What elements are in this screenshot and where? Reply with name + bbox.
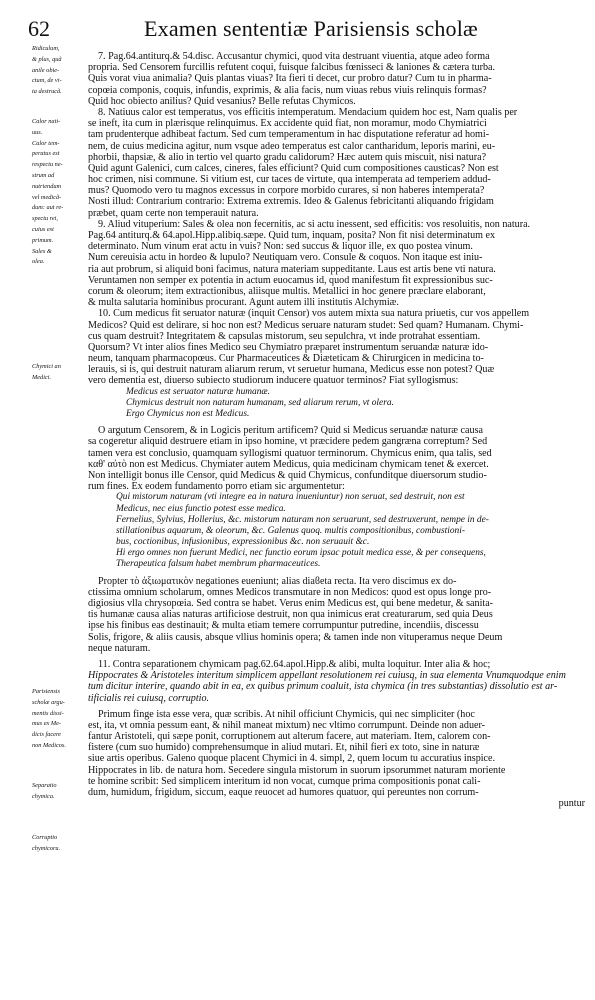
text-line: ria aut probrum, si aliquid boni facimus, natura materiam suppeditante. Laus est artis bene vti natura. bbox=[88, 263, 496, 275]
text-line: vero dementia est, diuerso subiecto studiorum inducere quatuor terminos? Fiat syllogismus: bbox=[88, 375, 459, 387]
text-line: fistere (cum suo humido) comprehensumque in aliud mutari. Et, nihil fieri ex toto, sine in naturæ bbox=[88, 742, 480, 754]
argument-line: Qui mistorum naturam (vti integre ea in natura inueniuntur) non seruat, sed destruit, non est bbox=[116, 492, 465, 503]
argument-line: Therapeutica falsum habet membrum pharmaceutices. bbox=[116, 559, 321, 570]
running-title: Examen sententiæ Parisiensis scholæ bbox=[144, 16, 478, 41]
page-number: 62 bbox=[28, 16, 50, 41]
text-line: mus? Quomodo vero tu magnos excessus in corpore morbido curares, si non haberes intemperata? bbox=[88, 185, 485, 197]
text-line: sa cogeretur aliquid destruere etiam in ipso homine, vt præcidere pedem gangræna correptum? Sed bbox=[88, 436, 488, 448]
text-line: tis humanæ causa alias naturas artificiose destruit, non qua inimicus erat creaturarum, sed quia Deus bbox=[88, 609, 493, 621]
text-line: 11. Contra separationem chymicam pag.62.64.apol.Hipp.& alibi, multa loquitur. Inter alia & hoc; bbox=[98, 658, 491, 670]
text-line: Quid hoc obiecto anilius? Quid vesanius? Belle refutas Chymicos. bbox=[88, 95, 356, 107]
text-line: est, ita, vt omnia pessum eant, & nihil maneat mixtum) nec vltimo corrumpunt. Deinde non aduer- bbox=[88, 719, 486, 731]
text-line: 10. Cum medicus fit seruator naturæ (inquit Censor) vos autem mixta sua natura priuetis, cur vos appellem bbox=[98, 308, 530, 320]
body-text bbox=[88, 51, 585, 991]
text-line: O argutum Censorem, & in Logicis peritum artificem? Quid si Medicus seruandæ naturæ causa bbox=[98, 425, 483, 437]
text-line: neum, tanquam pharmacopœus. Cur Pharmaceutices & Diæteticam & Chirurgicen in medicina to- bbox=[88, 353, 484, 365]
text-line: phorbii, thapsiæ, & alio in tertio vel quarto gradu calidorum? Hæc autem quis miscuit, nisi natura? bbox=[88, 151, 487, 163]
text-line: Primum finge ista esse vera, quæ scribis. At nihil officiunt Chymicis, qui nec simpliciter (hoc bbox=[98, 708, 475, 720]
argument-line: Fernelius, Sylvius, Hollerius, &c. mistorum naturam non seruarunt, sed destruxerunt, nempe in de- bbox=[116, 514, 489, 525]
argument-line: Hi ergo omnes non fuerunt Medici, nec functio eorum ipsac potuit medica esse, & per consequens, bbox=[116, 548, 486, 559]
text-line: tamen vera est conclusio, quamquam syllogismi quatuor terminorum. Chymicus enim, qua talis, sed bbox=[88, 447, 492, 459]
text-line: 7. Pag.64.antiturq.& 54.disc. Accusantur chymici, quod vita destruant viuentia, atque adeo forma bbox=[98, 51, 490, 62]
text-line: Num cereuisia actu in hordeo & lupulo? Neutiquam vero. Consule & coquos. Non itaque est iniu- bbox=[88, 252, 483, 264]
text-line: nem, de cuius medicina agitur, num vsque adeo temperatus est calor cantharidum, leporis marini, eu- bbox=[88, 140, 496, 152]
text-line: & multa salutaria hominibus procurant. Agunt autem illi institutis Alchymiæ. bbox=[88, 297, 399, 309]
text-line: propria. Sed Censorem furcillis refutent coqui, fuisque falcibus fœnisseci & laniones & cætera turba. bbox=[88, 62, 496, 74]
argument-line: stillationibus aquarum, & oleorum, &c. Galenus quoq. multis compositionibus, combustioni- bbox=[116, 525, 465, 536]
text-line: te homine scribit: Sed simplicem interitum id non vocat, cumque prima compositionis ponat cali- bbox=[88, 775, 481, 787]
text-line: siue artis operibus. Galeno quoque placent Chymici in 4. simpl, 2, quem locum tu accuratius inspice. bbox=[88, 753, 496, 765]
text-line: 8. Natiuus calor est temperatus, vos efficitis intemperatum. Mendacium quidem hoc est, Nam qualis per bbox=[98, 106, 518, 118]
text-line: digiosius vlla chrysopœia. Sed contra se habet. Verus enim Medicus est, qui bene medetur, & sanita- bbox=[88, 598, 494, 609]
margin-note: Corruptio chymicoru. bbox=[32, 834, 61, 852]
text-line: ipse his finibus eas destinauit; & multa etiam temere corrumpuntur putredine, incendiis, discessu bbox=[88, 620, 479, 632]
text-line: neque naturam. bbox=[88, 642, 151, 654]
text-line: Solis, frigore, & aliis causis, absque vllius hominis opera; & tamen inde non vituperamus neque Deum bbox=[88, 631, 503, 643]
text-line: rum fines. Ex eodem fundamento porro etiam sic argumentetur: bbox=[88, 481, 345, 493]
text-line: Propter τὸ ἀξιωματικὸν negationes eueniunt; alias diaϐeta recta. Ita vero discimus ex do- bbox=[98, 575, 457, 587]
text-line: tam prudenterque adhibeat factum. Sed cum temperamentum in hac disputatione referatur ad homi- bbox=[88, 129, 490, 141]
margin-notes bbox=[32, 0, 84, 1000]
margin-note: Chymici an Medici. bbox=[32, 363, 61, 381]
margin-note: Ridiculum, & plus, quã anile obie- ctum, de vi- ta destrucã. bbox=[32, 45, 62, 96]
text-line: Non intelligit bonus ille Censor, quid Medicus & quid Chymicus, confunditque diuersorum studio- bbox=[88, 469, 487, 481]
text-line: præbet, quam certe non temperauit natura. bbox=[88, 207, 259, 219]
margin-note: Calor nati- uus. Calor tem- peratus est respectu ne- strum ad nutriendum vel medicã- dum: aut re- spectu rei, cuius est primum. Sales & olea. bbox=[32, 118, 64, 266]
page-header bbox=[0, 14, 595, 46]
syllogism-line: Medicus est seruator naturæ humanæ. bbox=[126, 386, 271, 397]
text-line: Quid agunt Galenici, cum calces, cineres, fales efficiunt? Quid cum compositiones causticas? Non est bbox=[88, 162, 499, 174]
margin-note: Separatio chymica. bbox=[32, 782, 57, 800]
text-line: 9. Aliud vituperium: Sales & olea non fecernitis, ac si actu inessent, sed efficitis: vos resoluitis, non natura. bbox=[98, 218, 531, 230]
text-line: tum dicitur interire, quando abit in ea, ex quibus primum coaluit, ista chymica (in tres substantias) dissolutio est ar- bbox=[88, 681, 558, 693]
text-line: Hippocrates & Aristoteles interitum simplicem appellant resolutionem rei cuiusq, in sua elementa Vnumquodque enim bbox=[88, 670, 566, 682]
text-line: Nosti illud: Contrarium contrario: Extrema extremis. Ideo & Galenus febricitanti aliquando frigidam bbox=[88, 196, 494, 208]
text-line: Quis vorat viua animalia? Quis plantas viuas? Ita fieri ti decet, cur probro datur? Cum tu in pharma- bbox=[88, 73, 492, 85]
text-line: corum & oleorum; item extractionibus, aliisque multis. Metallici in hoc genere præclare elaborant, bbox=[88, 285, 486, 297]
argument-line: bus, coctionibus, infusionibus, expressionibus &c. non seruauit &c. bbox=[116, 537, 370, 548]
text-line: se ineft, ita cum in plærisque relinquimus. Ex accidente quid fiat, non moramur, modo Chymiatrici bbox=[88, 118, 487, 130]
margin-note: Parisiensis scholæ argu- mentis dissi- mus ex Me- dicis facere non Medicos. bbox=[32, 688, 66, 749]
text-line: lerauis, si is, qui destruit naturam aliarum rerum, vt seruetur humana, Medicus esse non potest? Quæ bbox=[88, 364, 495, 376]
syllogism-line: Ergo Chymicus non est Medicus. bbox=[126, 409, 250, 419]
catchword: puntur bbox=[558, 798, 585, 810]
text-line: fantur Aristoteli, qui sæpe ponit, corruptionem aut alterum facere, aut materiam. Item, calorem con- bbox=[88, 731, 491, 743]
text-line: Hippocrates in lib. de natura hom. Secedere singula mistorum in suorum ipsorummet naturam moriente bbox=[88, 764, 506, 776]
text-line: Quorsum? Vt inter alios fines Medico seu Chymiatro præparet instrumentum seruandæ naturæ ido- bbox=[88, 341, 489, 353]
text-line: ctissima omnium scholarum, omnes Medicos transmutare in non Medicos: quod est opus longe pro- bbox=[88, 586, 492, 598]
text-line: copœia componis, coquis, infundis, exprimis, & alia facis, num viuas rebus viuis relinquis formas? bbox=[88, 84, 487, 96]
text-line: tificialis rei cuiusq, corruptio. bbox=[88, 692, 210, 704]
argument-line: Medicus, nec eius functio potest esse medica. bbox=[116, 503, 286, 514]
syllogism-line: Chymicus destruit non naturam humanam, sed aliarum rerum, vt olera. bbox=[126, 397, 394, 408]
text-line: dum, humidum, frigidum, siccum, eaque reuocet ad humores quatuor, qui pereuntes non corrum- bbox=[88, 787, 479, 798]
text-line: cus quam destruit? Integritatem & capsulas mistorum, seu sepulchra, vt inde protrahat essentiam. bbox=[88, 330, 481, 342]
text-line: Veruntamen non semper ex potentia in actum euocamus id, quod manifestum fit expressionibus suc- bbox=[88, 274, 493, 286]
text-line: καθ' αὐτὸ non est Medicus. Chymiater autem Medicus, quia medicinam chymicam tenet & exercet. bbox=[88, 458, 489, 470]
text-line: hoc crimen, nisi commune. Si vitium est, cur taces de virtute, qua intemperata ad temperiem addud- bbox=[88, 174, 491, 186]
text-line: Medicos? Quid est delirare, si hoc non est? Medicus seruare naturam studet: Sed quam? Humanam. Chymi- bbox=[88, 319, 524, 331]
text-line: Pag.64 antiturq.& 64.apol.Hipp.alibiq.sæpe. Quid tum, inquam, posita? Non fit nisi determinatum ex bbox=[88, 230, 496, 241]
text-line: determinato. Num vinum erat actu in vuis? Non: sed succus & liquor ille, ex quo postea vinum. bbox=[88, 241, 473, 253]
